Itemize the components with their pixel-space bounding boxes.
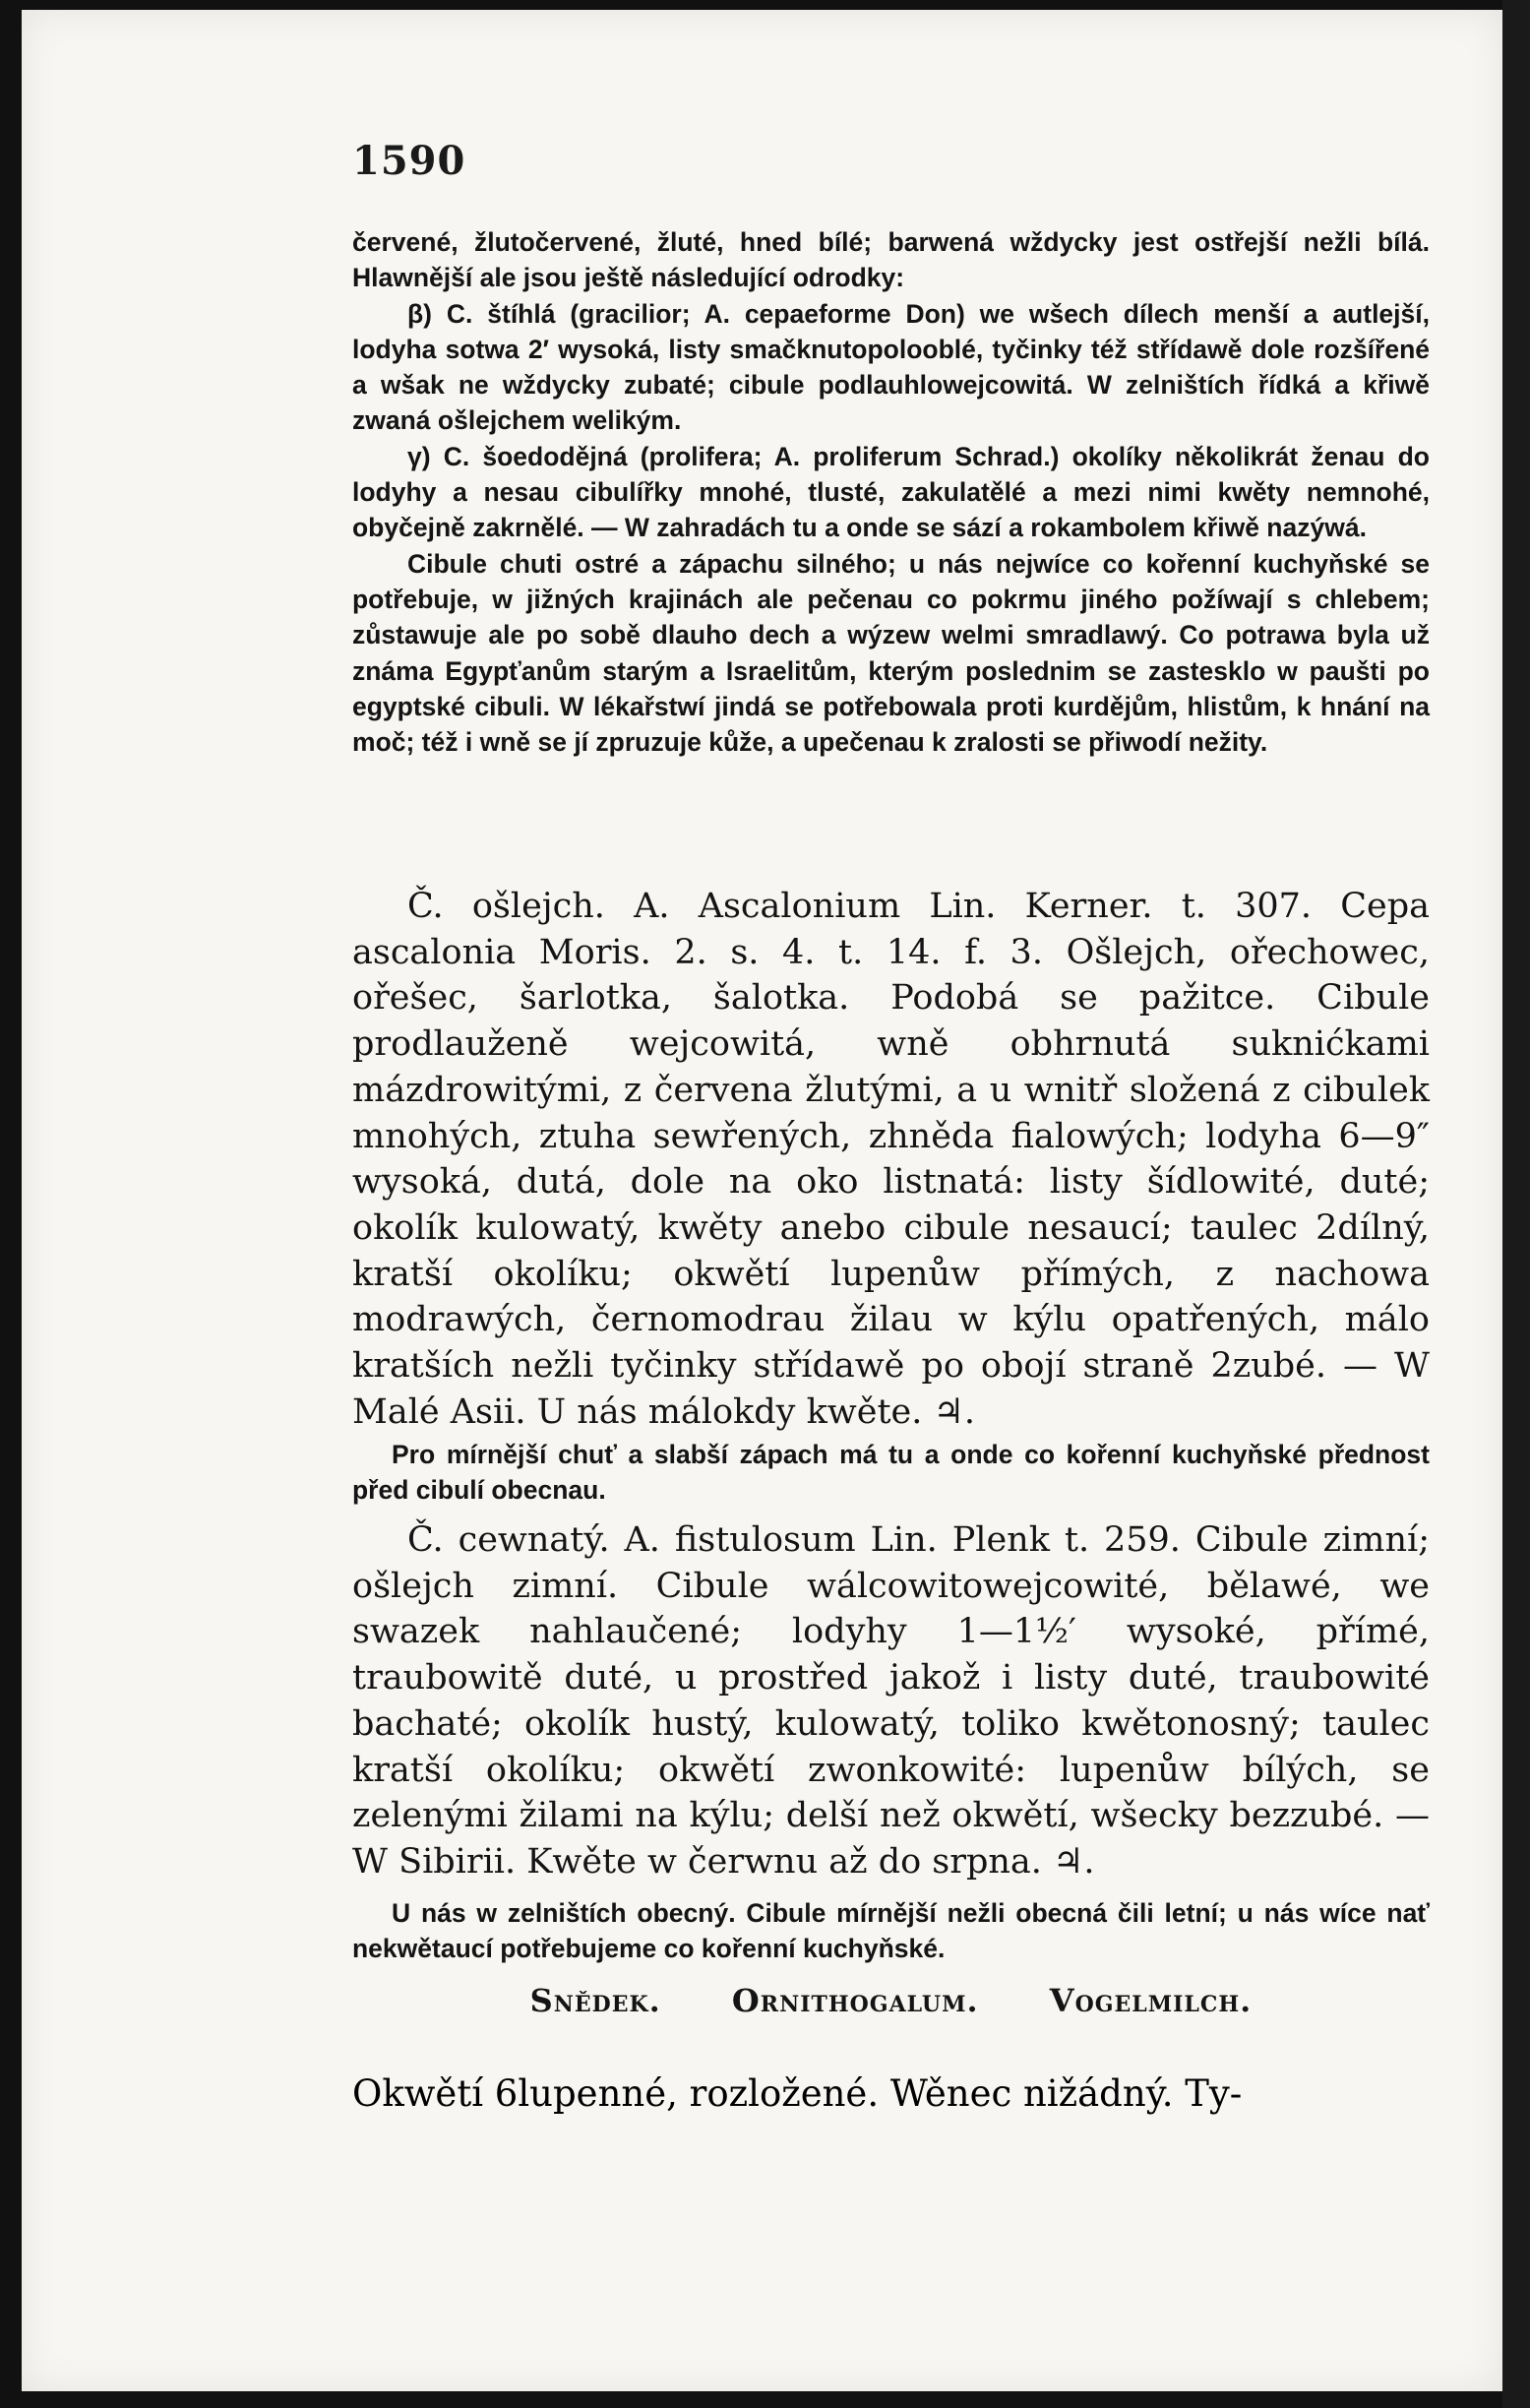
scan-edge [1502,0,1530,2408]
final-line: Okwětí 6lupenné, rozložené. Wěnec nižádný. Ty- [352,2072,1243,2115]
note-fistulosum-text: U nás w zelništích obecný. Cibule mírnější nežli obecná čili letní; u nás wíce nať nekwětaucí potřebujeme co kořenní kuchyňské. [352,1898,1430,1964]
header-german: Vogelmilch. [1049,1982,1253,2019]
note-ascalonium [352,1437,1430,1509]
species-fistulosum-text: Č. cewnatý. A. fistulosum Lin. Plenk t. 259. Cibule zimní; ošlejch zimní. Cibule wálcowitowejcowité, bělawé, we swazek nahlaučené; lodyhy 1—1½′ wysoké, přímé, traubowitě duté, u prostřed jakož i listy duté, traubowité bachaté; okolík hustý, kulowatý, toliko kwětonosný; taulec kratší okolíku; okwětí zwonkowité: lupenůw bílých, se zelenými žilami na kýlu; delší než okwětí, wšecky bezzubé. — W Sibirii. Kwěte w čerwnu až do srpna. ♃. [352,1520,1430,1882]
species-fistulosum [352,1517,1430,1885]
final-line-block [352,2071,1430,2118]
variety-gamma: γ) C. šoedodějná (prolifera; A. proliferum Schrad.) okolíky několikrát ženau do lodyhy a nesau cibulířky mnohé, tlusté, zakulatělé a mezi nimi kwěty nemnohé, obyčejně zakrnělé. — W zahradách tu a onde se sází a rokambolem křiwě nazýwá. [352,441,1430,543]
note-ascalonium-text: Pro mírnější chuť a slabší zápach má tu a onde co kořenní kuchyňské přednost před cibulí obecnau. [352,1440,1430,1506]
header-czech: Snědek. [529,1982,661,2019]
paragraph-uses: Cibule chuti ostré a zápachu silného; u nás nejwíce co kořenní kuchyňské se potřebuje, w jižných krajinách ale pečenau co pokrmu jiného požíwají s chlebem; zůstawuje ale po sobě dlauho dech a wýzew welmi smradlawý. Co potrawa byla už známa Egypťanům starým a Israelitům, kterým poslednim se zastesklo w paušti po egyptské cibuli. W lékařstwí jindá se potřebowala proti kurdějům, hlistům, k hnání na moč; též i wně se jí zpruzuje kůže, a upečenau k zralosti se přiwodí nežity. [352,548,1430,758]
species-ascalonium-text: Č. ošlejch. A. Ascalonium Lin. Kerner. t. 307. Cepa ascalonia Moris. 2. s. 4. t. 14. f. 3. Ošlejch, ořechowec, ořešec, šarlotka, šalotka. Podobá se pažitce. Cibule prodlauženě wejcowitá, wně obhrnutá suknićkami mázdrowitými, z červena žlutými, a u wnitř složená z cibulek mnohých, ztuha sewřených, zhněda fialowých; lodyha 6—9″ wysoká, dutá, dole na oko listnatá: listy šídlowité, duté; okolík kulowatý, kwěty anebo cibule nesaucí; taulec 2dílný, kratší okolíku; okwětí lupenůw přímých, z nachowa modrawých, černomodrau žilau w kýlu opatřených, málo kratších nežli tyčinky střídawě po obojí straně 2zubé. — W Malé Asii. U nás málokdy kwěte. ♃. [352,887,1430,1432]
header-latin: Ornithogalum. [731,1982,979,2019]
note-fistulosum [352,1895,1430,1967]
top-text-column [352,224,1430,760]
paragraph-colors: červené, žlutočervené, žluté, hned bílé; barwená wždycky jest ostřejší nežli bílá. Hlawnější ale jsou ještě následující odrodky: [352,227,1430,293]
variety-beta: β) C. štíhlá (gracilior; A. cepaeforme Don) we wšech dílech menší a autlejší, lodyha sotwa 2′ wysoká, listy smačknutopolooblé, tyčinky též střídawě dole rozšířené a wšak ne wždycky zubaté; cibule podlauhlowejcowitá. W zelništích řídká a křiwě zwaná ošlejchem welikým. [352,298,1430,436]
section-header [352,1982,1430,2019]
species-ascalonium [352,884,1430,1435]
page-number: 1590 [352,138,466,184]
